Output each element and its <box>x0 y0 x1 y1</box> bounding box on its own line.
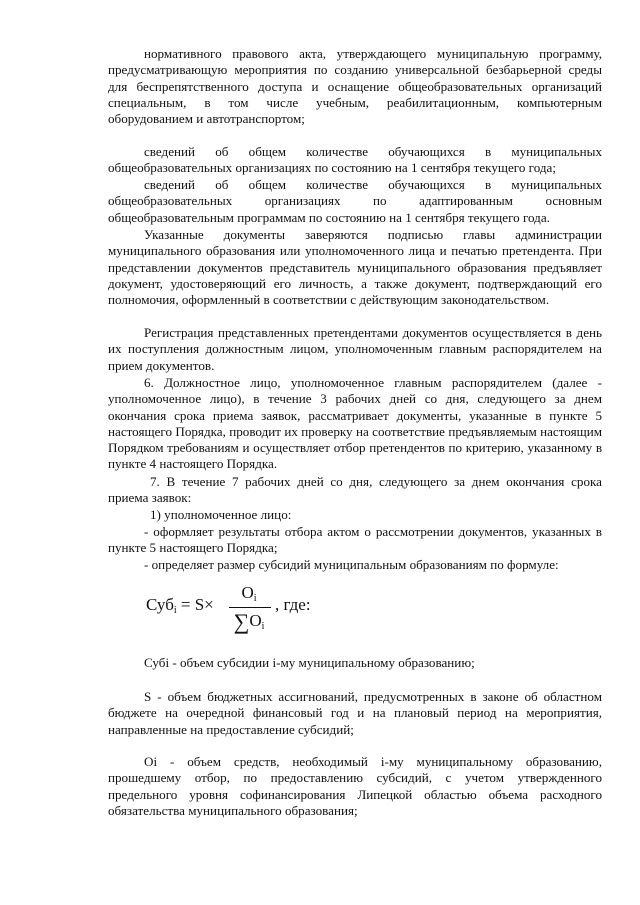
fraction-bar <box>229 607 271 608</box>
paragraph-def-s: S - объем бюджетных ассигнований, предусмотренных в законе об областном бюджете на очередной финансовый год и на плановый период на мероприятия, направленные на предоставление субсидий; <box>108 689 602 737</box>
paragraph-act-results: - оформляет результаты отбора актом о рассмотрении документов, указанных в пункте 5 настоящего Порядка; <box>108 524 602 556</box>
paragraph-item-7: 7. В течение 7 рабочих дней со дня, следующего за днем окончания срока приема заявок: <box>108 474 602 506</box>
formula-denominator: ∑Oi <box>233 609 265 634</box>
paragraph-def-sub: Субi - объем субсидии i-му муниципальному образованию; <box>144 655 475 670</box>
paragraph-act: нормативного правового акта, утверждающего муниципальную программу, предусматривающую мероприятия по созданию универсальной безбарьерной среды для беспрепятственного доступа и оснащение общеобразовательных организаций специальным, в том числе учебным, реабилитационным, компьютерным оборудованием и автотранспортом; <box>108 46 602 127</box>
formula-numerator: Oi <box>241 583 257 604</box>
paragraph-students-total: сведений об общем количестве обучающихся в муниципальных общеобразовательных организациях по состоянию на 1 сентября текущего года; <box>108 144 602 176</box>
paragraph-registration: Регистрация представленных претендентами документов осуществляется в день их поступления должностным лицом, уполномоченным главным распорядителем на прием документов. <box>108 325 602 373</box>
paragraph-def-oi: Oi - объем средств, необходимый i-му муниципальному образованию, прошедшему отбор, по предоставлению субсидий, с учетом утвержденного предельного уровня софинансирования Липецкой областью объема расходного обязательства муниципального образования; <box>108 754 602 818</box>
formula-tail: , где: <box>275 595 311 614</box>
paragraph-item-6: 6. Должностное лицо, уполномоченное главным распорядителем (далее - уполномоченное лицо), в течение 3 рабочих дней со дня, следующего за днем окончания срока приема заявок, рассматривает документы, указанные в пункте 5 настоящего Порядка, проводит их проверку на соответствие предъявляемым настоящим Порядком требованиям и осуществляет отбор претендентов по критерию, указанному в пункте 4 настоящего Порядка. <box>108 375 602 472</box>
paragraph-students-adapted: сведений об общем количестве обучающихся в муниципальных общеобразовательных организациях по адаптированным основным общеобразовательным программам по состоянию на 1 сентября текущего года. <box>108 177 602 225</box>
paragraph-certification: Указанные документы заверяются подписью главы администрации муниципального образования или уполномоченного лица и печатью претендента. При представлении документов представитель муниципального образования предъявляет документ, удостоверяющий его личность, а также документ, подтверждающий его полномочия, оформленный в соответствии с действующим законодательством. <box>108 227 602 308</box>
paragraph-subsidy-size: - определяет размер субсидий муниципальным образованиям по формуле: <box>144 557 559 572</box>
formula-lhs: Субi = S× <box>146 595 214 616</box>
paragraph-subitem-1: 1) уполномоченное лицо: <box>150 507 292 522</box>
